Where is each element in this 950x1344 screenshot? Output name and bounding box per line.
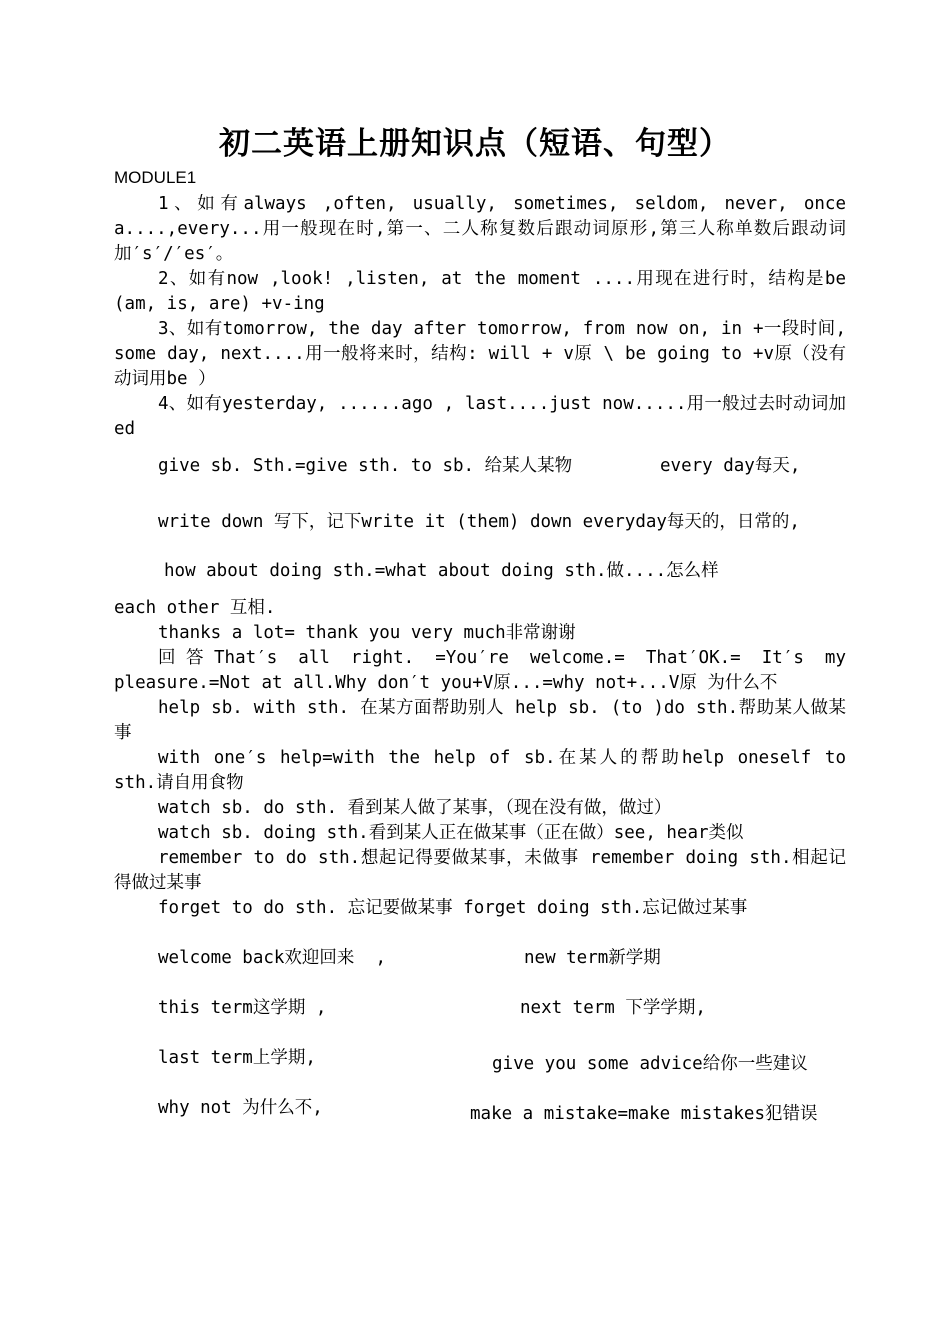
phrase-forget: forget to do sth. 忘记要做某事 forget doing sth.忘记做过某事	[158, 898, 748, 918]
phrase-mistake: make a mistake=make mistakes犯错误	[470, 1104, 818, 1124]
phrase-last-term: last term上学期,	[158, 1048, 316, 1068]
phrase-watch-doing: watch sb. doing sth.看到某人正在做某事（正在做）see, hear类似	[158, 823, 744, 843]
phrase-welcome-back: welcome back欢迎回来 ,	[158, 948, 387, 968]
phrase-this-term: this term这学期 ,	[158, 998, 327, 1018]
phrase-why-not: why not 为什么不,	[158, 1098, 323, 1118]
phrase-how-about: how about doing sth.=what about doing sth.做....怎么样	[164, 561, 719, 581]
module-heading: MODULE1	[114, 168, 197, 187]
rule-paragraph-2: 2、如有now ,look! ,listen, at the moment ....用现在进行时，结构是be (am, is, are) +v-ing	[114, 269, 846, 314]
phrase-answer: 回答That′s all right. =You′re welcome.= That′OK.= It′s my pleasure.=Not at all.Why don′t you+V原...=why not+...V原 为什么不	[114, 648, 846, 693]
phrase-every-day: every day每天,	[660, 456, 801, 476]
phrase-write-down: write down 写下，记下write it (them) down everyday每天的，日常的,	[158, 512, 800, 532]
phrase-row-give	[114, 454, 846, 479]
rule-paragraph-1: 1、如有always ,often, usually, sometimes, seldom, never, once a....,every...用一般现在时,第一、二人称复数后跟动词原形,第三人称单数后跟动词加′s′/′es′。	[114, 194, 846, 264]
phrase-row-welcome	[114, 946, 846, 971]
document-title: 初二英语上册知识点（短语、句型）	[219, 126, 731, 162]
phrase-thanks: thanks a lot= thank you very much非常谢谢	[158, 623, 576, 643]
phrase-each-other: each other 互相.	[114, 598, 276, 618]
phrase-help-with: help sb. with sth. 在某方面帮助别人 help sb. (to )do sth.帮助某人做某事	[114, 698, 846, 743]
phrase-row-last-term	[114, 1046, 846, 1071]
phrase-remember: remember to do sth.想起记得要做某事，未做事 remember doing sth.相起记得做过某事	[114, 848, 846, 893]
phrase-advice: give you some advice给你一些建议	[492, 1054, 808, 1074]
phrase-with-help: with one′s help=with the help of sb.在某人的帮助help oneself to sth.请自用食物	[114, 748, 846, 793]
rule-paragraph-4: 4、如有yesterday, ......ago , last....just now.....用一般过去时动词加ed	[114, 394, 846, 439]
phrase-next-term: next term 下学学期,	[520, 998, 706, 1018]
rule-paragraph-3: 3、如有tomorrow, the day after tomorrow, from now on, in +一段时间, some day, next....用一般将来时，结构: will + v原 \ be going to +v原（没有动词用be ）	[114, 319, 846, 389]
phrase-give: give sb. Sth.=give sth. to sb. 给某人某物	[158, 456, 573, 476]
phrase-watch-do: watch sb. do sth. 看到某人做了某事，（现在没有做，做过）	[158, 798, 672, 818]
phrase-row-why-not	[114, 1096, 846, 1121]
document-body	[114, 192, 846, 1133]
phrase-row-term	[114, 996, 846, 1021]
phrase-new-term: new term新学期	[524, 948, 661, 968]
